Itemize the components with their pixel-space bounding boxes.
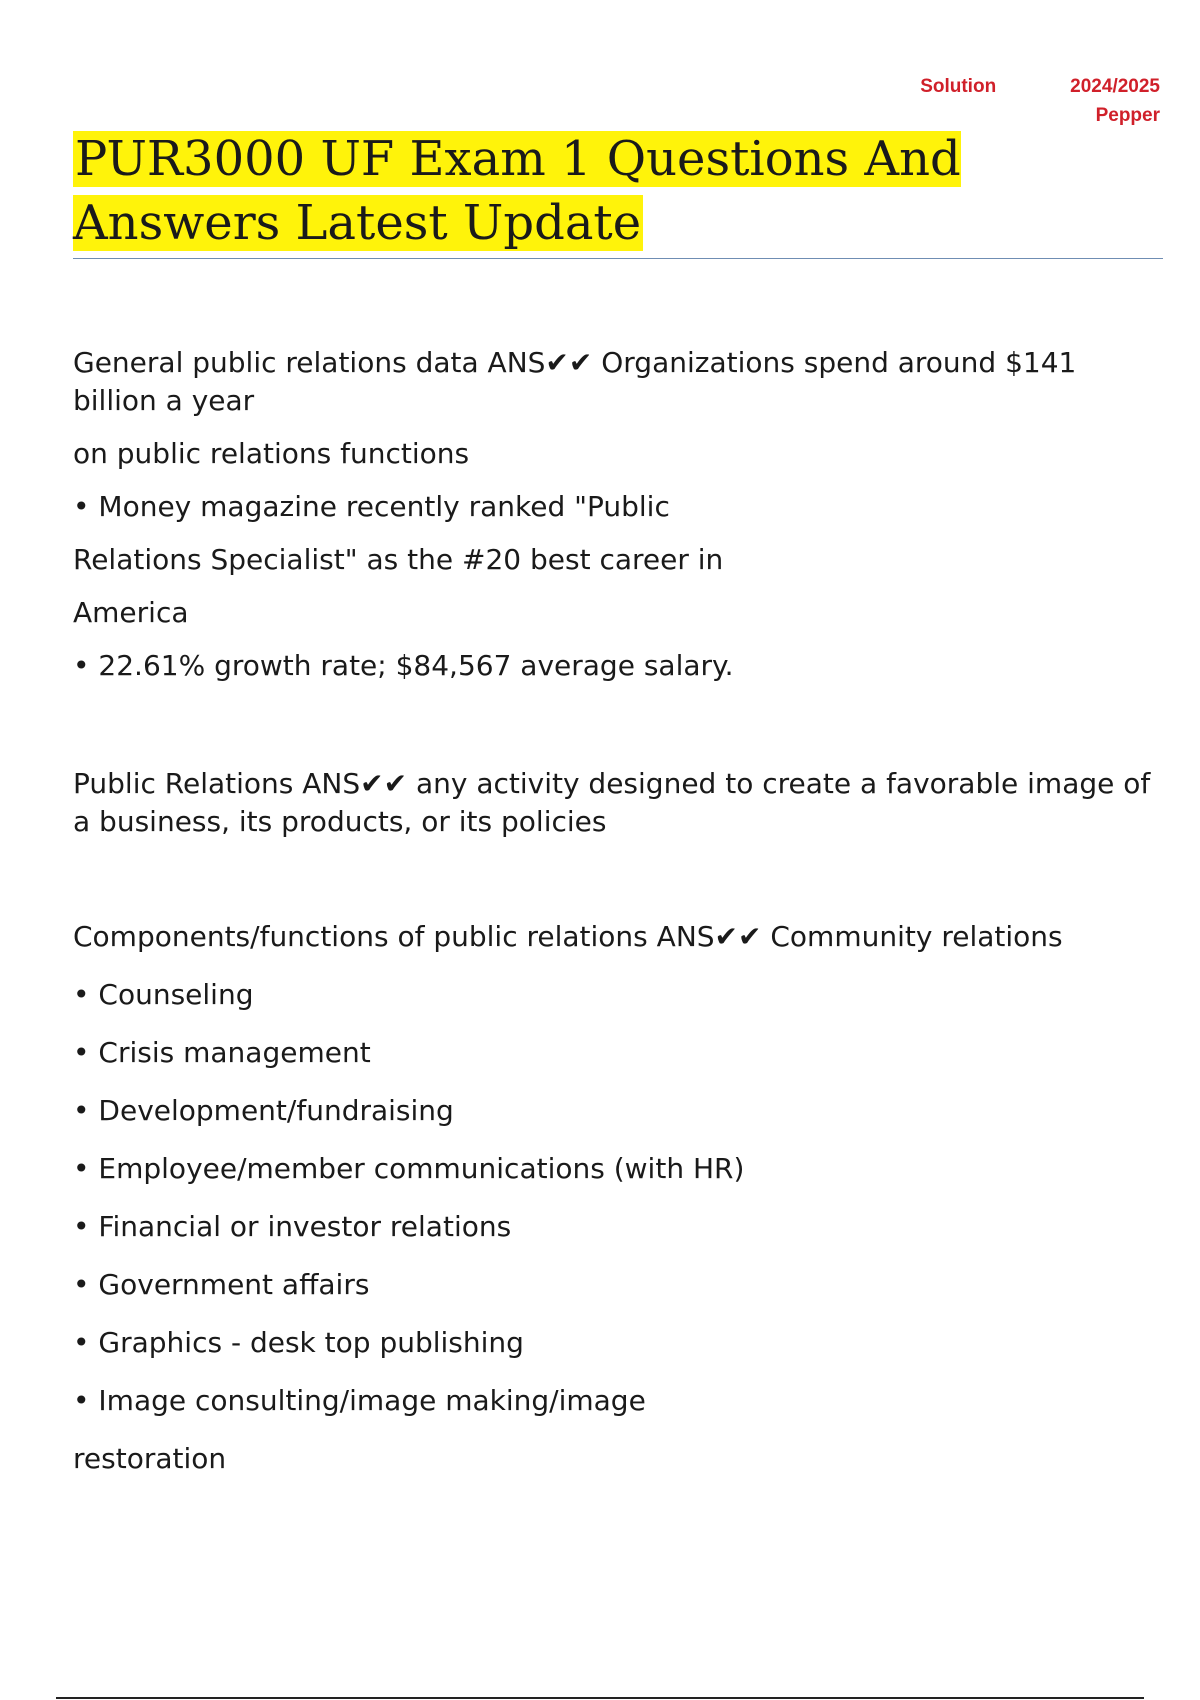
- year-label: 2024/2025: [1070, 76, 1160, 97]
- qa-line: • Money magazine recently ranked "Public: [73, 490, 670, 523]
- qa-line: restoration: [73, 1442, 227, 1475]
- qa-line: on public relations functions: [73, 437, 470, 470]
- qa-line: • Graphics - desk top publishing: [73, 1326, 524, 1359]
- qa-content: [73, 344, 1163, 1478]
- qa-line: America: [73, 596, 189, 629]
- qa-line: • Development/fundraising: [73, 1094, 454, 1127]
- qa-line: • Crisis management: [73, 1036, 371, 1069]
- qa-line: • Employee/member communications (with HR): [73, 1152, 745, 1185]
- qa-line: • 22.61% growth rate; $84,567 average salary.: [73, 649, 734, 682]
- footer-divider: [56, 1697, 1144, 1699]
- page-title: [73, 127, 1163, 255]
- qa-question: General public relations data ANS✔✔ Organizations spend around $141 billion a year: [73, 346, 1077, 417]
- qa-line: • Image consulting/image making/image: [73, 1384, 646, 1417]
- qa-line: • Financial or investor relations: [73, 1210, 512, 1243]
- solution-label: Solution: [920, 76, 997, 97]
- author-label: Pepper: [1095, 105, 1160, 126]
- qa-line: Relations Specialist" as the #20 best career in: [73, 543, 724, 576]
- qa-question: Components/functions of public relations ANS✔✔ Community relations: [73, 920, 1063, 953]
- page-title-text: PUR3000 UF Exam 1 Questions And Answers Latest Update: [73, 131, 961, 251]
- qa-line: • Government affairs: [73, 1268, 370, 1301]
- title-divider: [73, 258, 1163, 259]
- qa-question: Public Relations ANS✔✔ any activity designed to create a favorable image of a business, its products, or its policies: [73, 767, 1151, 838]
- header-meta: [760, 72, 1160, 130]
- qa-line: • Counseling: [73, 978, 254, 1011]
